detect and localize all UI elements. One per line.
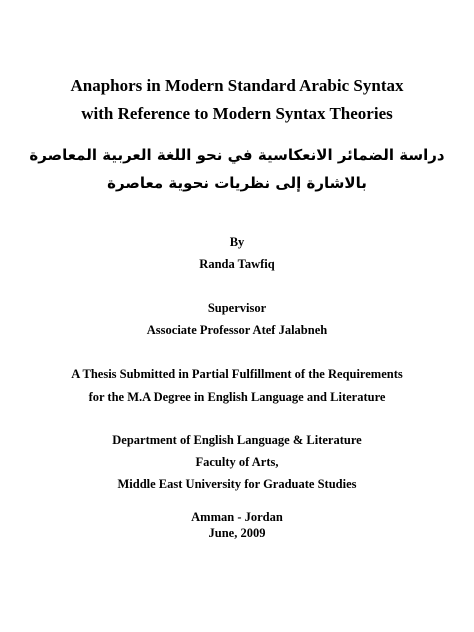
faculty-name: Faculty of Arts, [195,455,279,469]
arabic-title-line-2: بالاشارة إلى نظريات نحوية معاصرة [107,174,367,192]
location: Amman - Jordan [191,510,283,524]
thesis-statement-line-1: A Thesis Submitted in Partial Fulfillment of the Requirements [71,367,403,381]
supervisor-name: Associate Professor Atef Jalabneh [146,323,328,337]
by-label: By [229,235,245,249]
author-name: Randa Tawfiq [199,257,275,271]
department-name: Department of English Language & Literature [112,433,362,447]
supervisor-label: Supervisor [207,301,267,315]
title-line-1: Anaphors in Modern Standard Arabic Syntax [70,76,404,95]
date: June, 2009 [208,526,266,540]
title-line-2: with Reference to Modern Syntax Theories [81,104,393,123]
arabic-title-line-1: دراسة الضمائر الانعكاسية في نحو اللغة العربية المعاصرة [29,146,445,164]
university-name: Middle East University for Graduate Studies [117,477,357,491]
thesis-statement-line-2: for the M.A Degree in English Language and Literature [88,390,386,404]
